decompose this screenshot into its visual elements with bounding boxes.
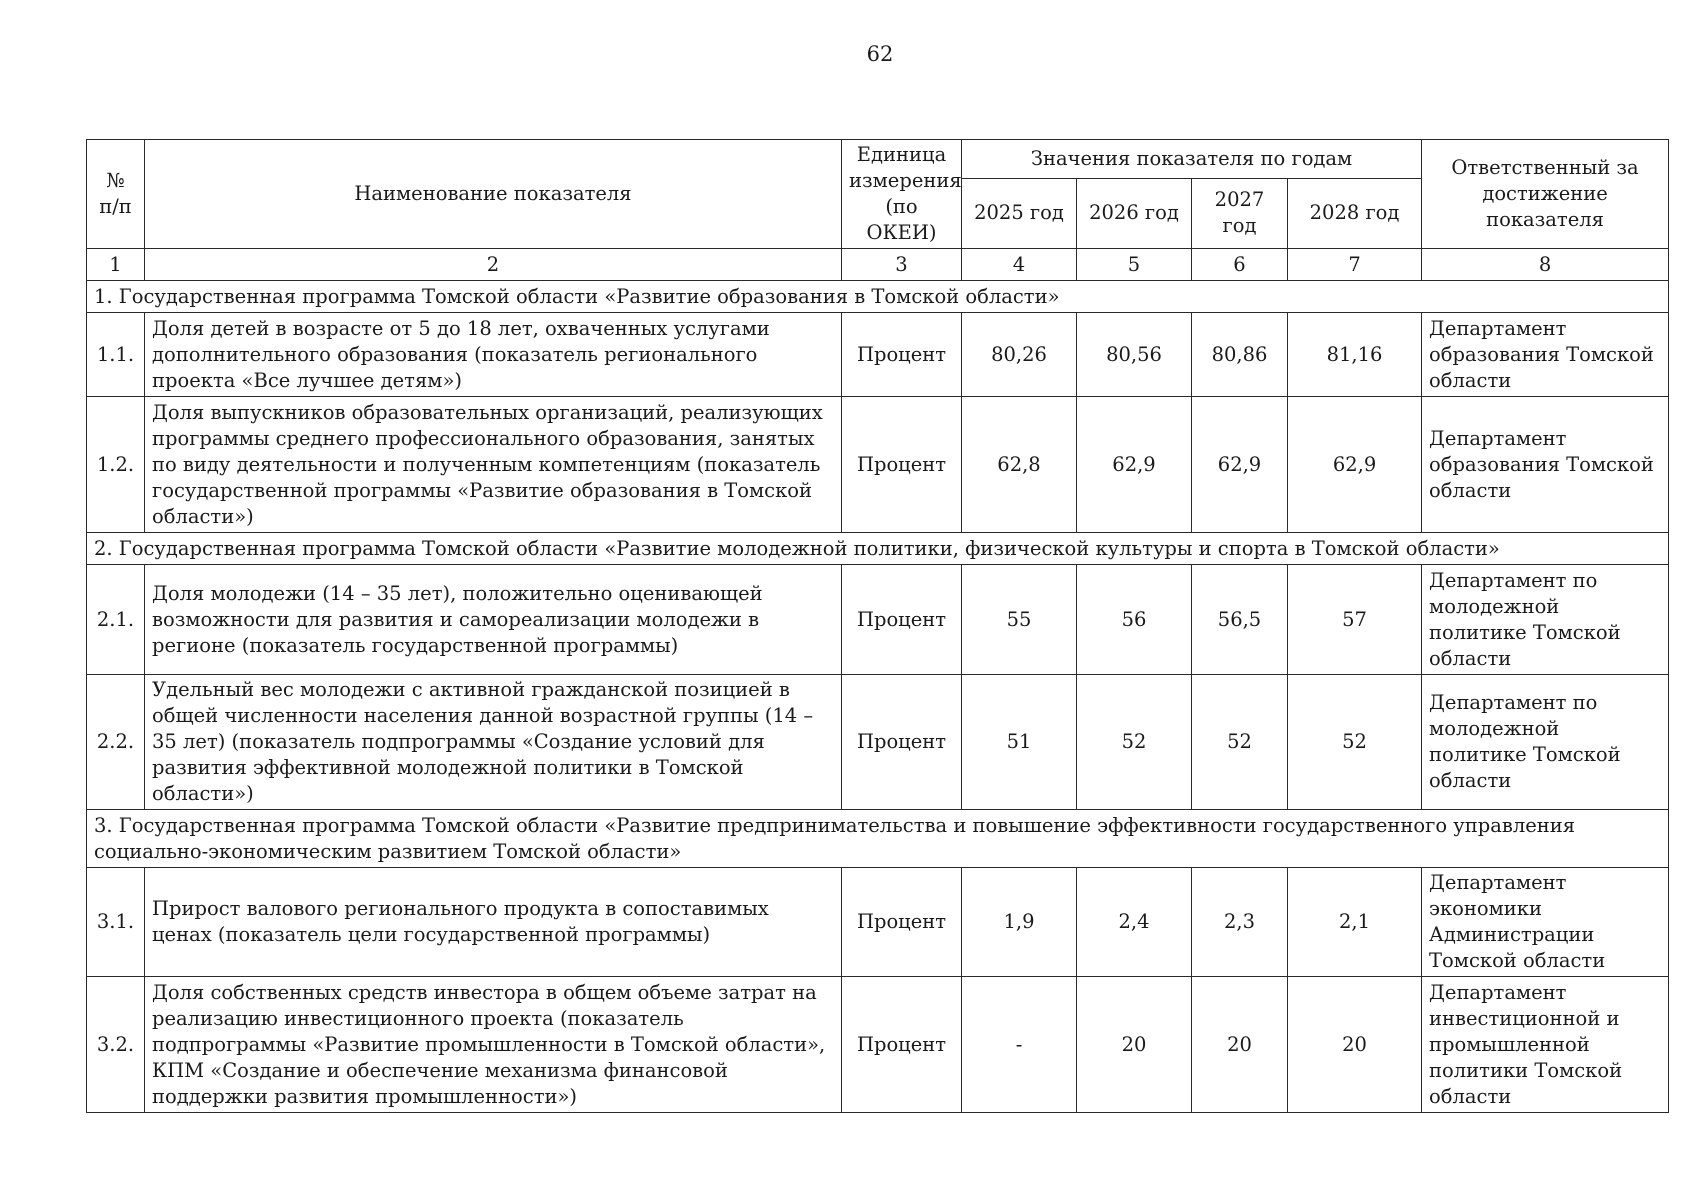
- row-value-2026: 56: [1077, 565, 1192, 675]
- row-num: 2.2.: [87, 675, 145, 810]
- section-title: 1. Государственная программа Томской области «Развитие образования в Томской области»: [87, 281, 1669, 313]
- row-name: Доля молодежи (14 – 35 лет), положительно оценивающей возможности для развития и самореализации молодежи в регионе (показатель государственной программы): [145, 565, 842, 675]
- column-number: 4: [962, 249, 1077, 281]
- row-value-2025: 51: [962, 675, 1077, 810]
- header-values-group: Значения показателя по годам: [962, 140, 1422, 179]
- column-number: 2: [145, 249, 842, 281]
- row-value-2025: 62,8: [962, 397, 1077, 533]
- row-value-2026: 2,4: [1077, 868, 1192, 977]
- header-year: 2028 год: [1288, 178, 1422, 248]
- table-row: [87, 397, 1669, 533]
- row-responsible: Департамент экономики Администрации Томской области: [1422, 868, 1669, 977]
- row-responsible: Департамент по молодежной политике Томской области: [1422, 675, 1669, 810]
- row-value-2026: 52: [1077, 675, 1192, 810]
- row-value-2025: 55: [962, 565, 1077, 675]
- table-row: [87, 565, 1669, 675]
- column-number: 3: [842, 249, 962, 281]
- row-value-2028: 62,9: [1288, 397, 1422, 533]
- header-num: № п/п: [87, 140, 145, 249]
- column-numbers-row: [87, 249, 1669, 281]
- row-value-2027: 52: [1192, 675, 1288, 810]
- row-value-2026: 80,56: [1077, 313, 1192, 397]
- row-value-2028: 52: [1288, 675, 1422, 810]
- column-number: 6: [1192, 249, 1288, 281]
- row-name: Удельный вес молодежи с активной гражданской позицией в общей численности населения данной возрастной группы (14 – 35 лет) (показатель подпрограммы «Создание условий для развития эффективной молодежной политики в Томской области»): [145, 675, 842, 810]
- row-value-2026: 20: [1077, 977, 1192, 1113]
- header-unit: Единица измерения (по ОКЕИ): [842, 140, 962, 249]
- column-number: 7: [1288, 249, 1422, 281]
- column-number: 1: [87, 249, 145, 281]
- row-name: Доля выпускников образовательных организаций, реализующих программы среднего профессионального образования, занятых по виду деятельности и полученным компетенциям (показатель государственной программы «Развитие образования в Томской области»): [145, 397, 842, 533]
- row-num: 1.1.: [87, 313, 145, 397]
- column-number: 5: [1077, 249, 1192, 281]
- row-responsible: Департамент по молодежной политике Томской области: [1422, 565, 1669, 675]
- table-row: [87, 868, 1669, 977]
- row-value-2027: 20: [1192, 977, 1288, 1113]
- section-title-row: [87, 281, 1669, 313]
- row-unit: Процент: [842, 977, 962, 1113]
- indicators-table: [86, 139, 1669, 1113]
- header-name: Наименование показателя: [145, 140, 842, 249]
- row-unit: Процент: [842, 565, 962, 675]
- row-num: 2.1.: [87, 565, 145, 675]
- row-value-2026: 62,9: [1077, 397, 1192, 533]
- row-unit: Процент: [842, 397, 962, 533]
- row-unit: Процент: [842, 313, 962, 397]
- header-responsible: Ответственный за достижение показателя: [1422, 140, 1669, 249]
- row-responsible: Департамент образования Томской области: [1422, 313, 1669, 397]
- row-value-2025: -: [962, 977, 1077, 1113]
- row-responsible: Департамент инвестиционной и промышленной политики Томской области: [1422, 977, 1669, 1113]
- row-name: Доля детей в возрасте от 5 до 18 лет, охваченных услугами дополнительного образования (показатель регионального проекта «Все лучшее детям»): [145, 313, 842, 397]
- row-name: Прирост валового регионального продукта в сопоставимых ценах (показатель цели государственной программы): [145, 868, 842, 977]
- row-responsible: Департамент образования Томской области: [1422, 397, 1669, 533]
- row-unit: Процент: [842, 675, 962, 810]
- header-year: 2027 год: [1192, 178, 1288, 248]
- table-row: [87, 675, 1669, 810]
- section-title: 3. Государственная программа Томской области «Развитие предпринимательства и повышение эффективности государственного управления социально-экономическим развитием Томской области»: [87, 810, 1669, 868]
- section-title-row: [87, 533, 1669, 565]
- table-row: [87, 313, 1669, 397]
- header-year: 2026 год: [1077, 178, 1192, 248]
- row-value-2028: 20: [1288, 977, 1422, 1113]
- row-value-2027: 2,3: [1192, 868, 1288, 977]
- page-number: 62: [866, 42, 894, 66]
- row-value-2027: 56,5: [1192, 565, 1288, 675]
- row-unit: Процент: [842, 868, 962, 977]
- row-num: 3.2.: [87, 977, 145, 1113]
- table-row: [87, 977, 1669, 1113]
- section-title: 2. Государственная программа Томской области «Развитие молодежной политики, физической культуры и спорта в Томской области»: [87, 533, 1669, 565]
- row-name: Доля собственных средств инвестора в общем объеме затрат на реализацию инвестиционного проекта (показатель подпрограммы «Развитие промышленности в Томской области», КПМ «Создание и обеспечение механизма финансовой поддержки развития промышленности»): [145, 977, 842, 1113]
- row-value-2027: 62,9: [1192, 397, 1288, 533]
- row-value-2028: 57: [1288, 565, 1422, 675]
- row-value-2028: 81,16: [1288, 313, 1422, 397]
- row-value-2027: 80,86: [1192, 313, 1288, 397]
- row-value-2025: 80,26: [962, 313, 1077, 397]
- row-value-2028: 2,1: [1288, 868, 1422, 977]
- row-num: 3.1.: [87, 868, 145, 977]
- row-value-2025: 1,9: [962, 868, 1077, 977]
- header-year: 2025 год: [962, 178, 1077, 248]
- row-num: 1.2.: [87, 397, 145, 533]
- section-title-row: [87, 810, 1669, 868]
- column-number: 8: [1422, 249, 1669, 281]
